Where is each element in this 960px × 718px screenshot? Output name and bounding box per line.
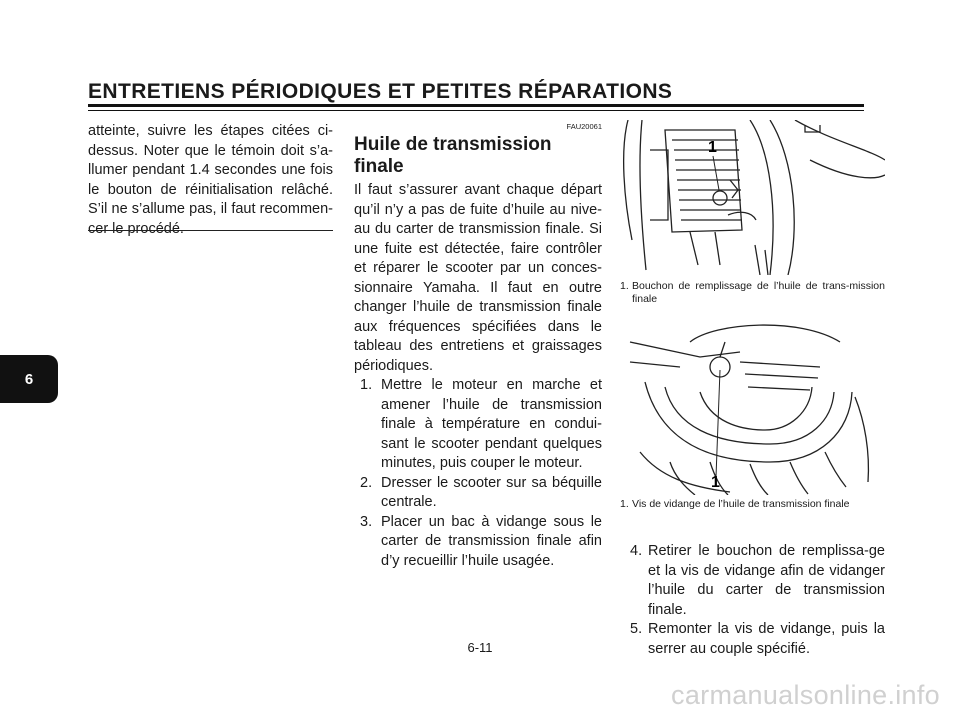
section-code: FAU20061 [566, 122, 602, 131]
figure-drain-bolt [620, 312, 885, 495]
drain-bolt-illustration [620, 312, 885, 495]
filler-plug-illustration [620, 120, 885, 275]
watermark: carmanualsonline.info [671, 680, 940, 710]
figure2-caption [620, 498, 885, 511]
left-column [88, 122, 333, 239]
left-column-text: atteinte, suivre les étapes citées ci-dessus. Noter que le témoin doit s’a-llumer pendant 1.4 secondes une fois le bouton de réinitialisation relâché. S’il ne s’allume pas, il faut recommen-cer le procédé. [88, 123, 333, 237]
step-text: Retirer le bouchon de remplissa-ge et la vis de vidange afin de vidanger l’huile du carter de transmission finale. [648, 543, 885, 618]
section-title: Huile de transmission finale [354, 134, 552, 177]
header-rule-thin [88, 110, 864, 111]
step-item [354, 513, 602, 572]
page-number: 6-11 [467, 640, 493, 655]
caption-number: 1. [620, 280, 629, 292]
page-header-title: ENTRETIENS PÉRIODIQUES ET PETITES RÉPARATIONS [88, 80, 673, 103]
figure2-callout: 1 [711, 474, 720, 491]
figure-filler-plug [620, 120, 885, 275]
steps-list-1 [354, 376, 602, 571]
figure1-callout: 1 [708, 139, 717, 156]
figure1-caption [620, 280, 885, 306]
caption-number: 1. [620, 498, 629, 510]
step-item [354, 474, 602, 513]
step-number: 1. [360, 377, 373, 393]
step-number: 3. [360, 513, 373, 530]
step-text: Remonter la vis de vidange, puis la serrer au couple spécifié. [648, 621, 885, 657]
step-number: 5. [630, 621, 643, 637]
step-text: Dresser le scooter sur sa béquille centrale. [381, 474, 602, 510]
step-item [620, 542, 885, 620]
step-number: 2. [360, 474, 373, 491]
step-text: Mettre le moteur en marche et amener l’huile de transmission finale à température en condui-sant le scooter pendant quelques minutes, puis couper le moteur. [381, 377, 602, 471]
caption-text: Vis de vidange de l’huile de transmission finale [632, 498, 850, 510]
header-rule-thick [88, 104, 864, 107]
step-item [354, 376, 602, 474]
left-column-rule [88, 230, 333, 231]
step-number: 4. [630, 543, 643, 559]
chapter-tab-number: 6 [24, 370, 34, 388]
caption-text: Bouchon de remplissage de l’huile de trans-mission finale [632, 280, 885, 305]
section-intro: Il faut s’assurer avant chaque départ qu’il n’y a pas de fuite d’huile au nive-au du carter de transmission finale. Si une fuite est détectée, faire contrôler et réparer le scooter par un conces-sionnaire Yamaha. Il faut en outre changer l’huile de transmission finale aux fréquences spécifiées dans le tableau des entretiens et graissages périodiques. [354, 182, 602, 374]
middle-column [354, 122, 602, 571]
chapter-tab [0, 355, 58, 403]
step-text: Placer un bac à vidange sous le carter de transmission finale afin d’y recueillir l’huile usagée. [381, 513, 602, 569]
